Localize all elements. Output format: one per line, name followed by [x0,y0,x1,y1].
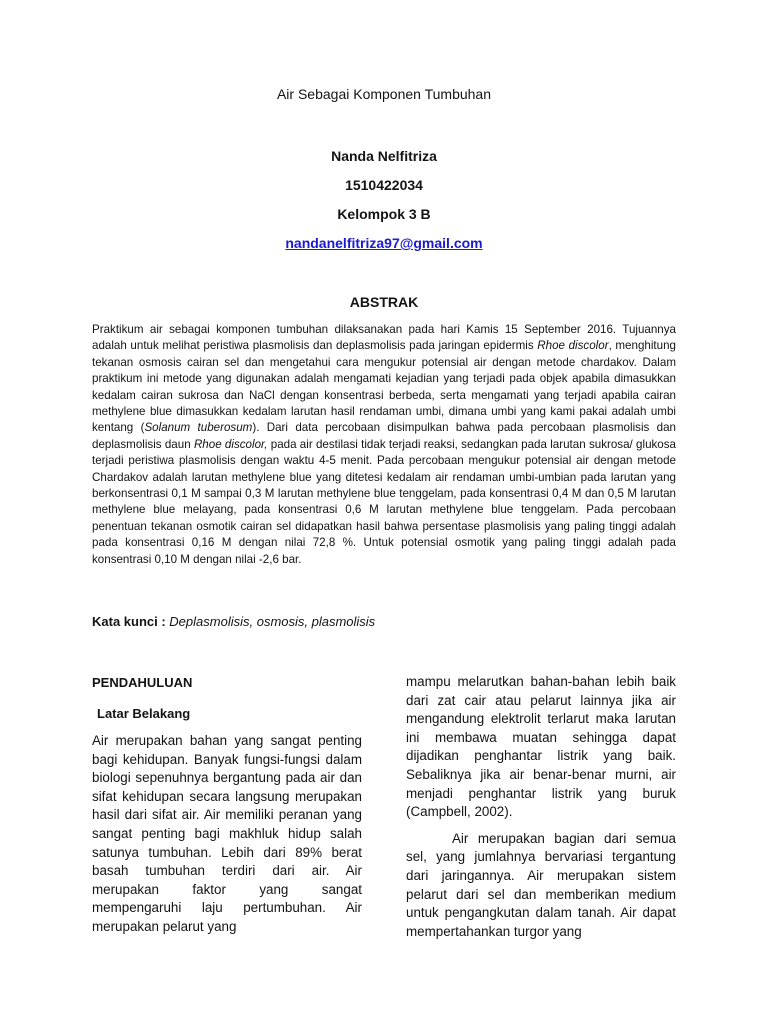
student-id: 1510422034 [345,177,423,193]
keywords-value: Deplasmolisis, osmosis, plasmolisis [169,614,376,629]
author-name: Nanda Nelfitriza [331,148,437,164]
paper-title: Air Sebagai Komponen Tumbuhan [276,86,492,102]
background-subheading: Latar Belakang [97,706,191,721]
abstract-species-2: Solanum tuberosum [144,421,253,435]
intro-paragraph-right-1: mampu melarutkan bahan-bahan lebih baik dari zat cair atau pelarut lainnya jika air mengandung elektrolit terlarut maka larutan ini membawa muatan sehingga dapat dijadikan penghantar listrik yang baik. Sebaliknya jika air benar-benar murni, air menjadi penghantar listrik yang buruk (Campbell, 2002). [406,674,676,820]
abstract-species-1: Rhoe discolor [537,339,609,353]
abstract-part-2: , menghitung tekanan osmosis cairan sel dan mengetahui cara mengukur potensial air dengan metode chardakov. Dalam praktikum ini metode yang digunakan adalah mengamati kejadian yang terjadi pada objek apabila dimasukkan kedalam cairan sukrosa dan NaCl dengan konsentrasi berbeda, serta mengamati yang terjadi apabila cairan methylene blue dimasukkan kedalam larutan hasil rendaman umbi, dimana umbi yang kami pakai adalah umbi kentang ( [92,339,676,435]
intro-paragraph-right-2: Air merupakan bagian dari semua sel, yang jumlahnya bervariasi tergantung dari jaringannya. Air merupakan sistem pelarut dari sel dan memberikan medium untuk pengangkutan dalam tanah. Air dapat mempertahankan turgor yang [406,830,676,939]
intro-heading: PENDAHULUAN [92,675,193,690]
abstract-part-1: Praktikum air sebagai komponen tumbuhan dilaksanakan pada hari Kamis 15 September 2016. Tujuannya adalah untuk melihat peristiwa plasmolisis dan deplasmolisis pada jaringan epidermis [92,323,676,353]
left-column [92,674,362,937]
right-column [406,673,676,941]
author-email-link[interactable]: nandanelfitriza97@gmail.com [285,235,483,251]
group-name: Kelompok 3 B [337,206,431,222]
intro-paragraph-left: Air merupakan bahan yang sangat penting bagi kehidupan. Banyak fungsi-fungsi dalam biologi sepenuhnya bergantung pada air dan sifat kehidupan secara langsung merupakan hasil dari sifat air. Air memiliki peranan yang sangat penting bagi makhluk hidup salah satunya tumbuhan. Lebih dari 89% berat basah tumbuhan terdiri dari air. Air merupakan faktor yang sangat mempengaruhi laju pertumbuhan. Air merupakan pelarut yang [92,733,362,934]
keywords-line [92,614,375,629]
keywords-label: Kata kunci : [92,614,170,629]
abstract-part-4: pada air destilasi tidak terjadi reaksi, sedangkan pada larutan sukrosa/ glukosa terjadi peristiwa plasmolisis dengan waktu 4-5 menit. Pada percobaan mengukur potensial air dengan metode Chardakov adalah larutan methylene blue yang ditetesi kedalam air rendaman umbi-umbian pada larutan yang berkonsentrasi 0,1 M sampai 0,3 M larutan methylene blue tenggelam, pada konsentrasi 0,4 M dan 0,5 M larutan methylene blue melayang, pada konsentrasi 0,6 M larutan methylene blue tenggelam. Pada percobaan penentuan tekanan osmotik cairan sel didapatkan hasil bahwa persentase plasmolisis yang paling tinggi adalah pada konsentrasi 0,16 M dengan nilai 72,8 %. Untuk potensial osmotik yang paling tinggi adalah pada konsentrasi 0,10 M dengan nilai -2,6 bar. [92,437,677,566]
abstract-text [92,322,676,568]
abstract-heading: ABSTRAK [349,294,419,310]
abstract-part-3: ). Dari data percobaan disimpulkan bahwa pada percobaan plasmolisis dan deplasmolisis daun [92,421,676,451]
abstract-species-3: Rhoe discolor, [193,437,268,451]
